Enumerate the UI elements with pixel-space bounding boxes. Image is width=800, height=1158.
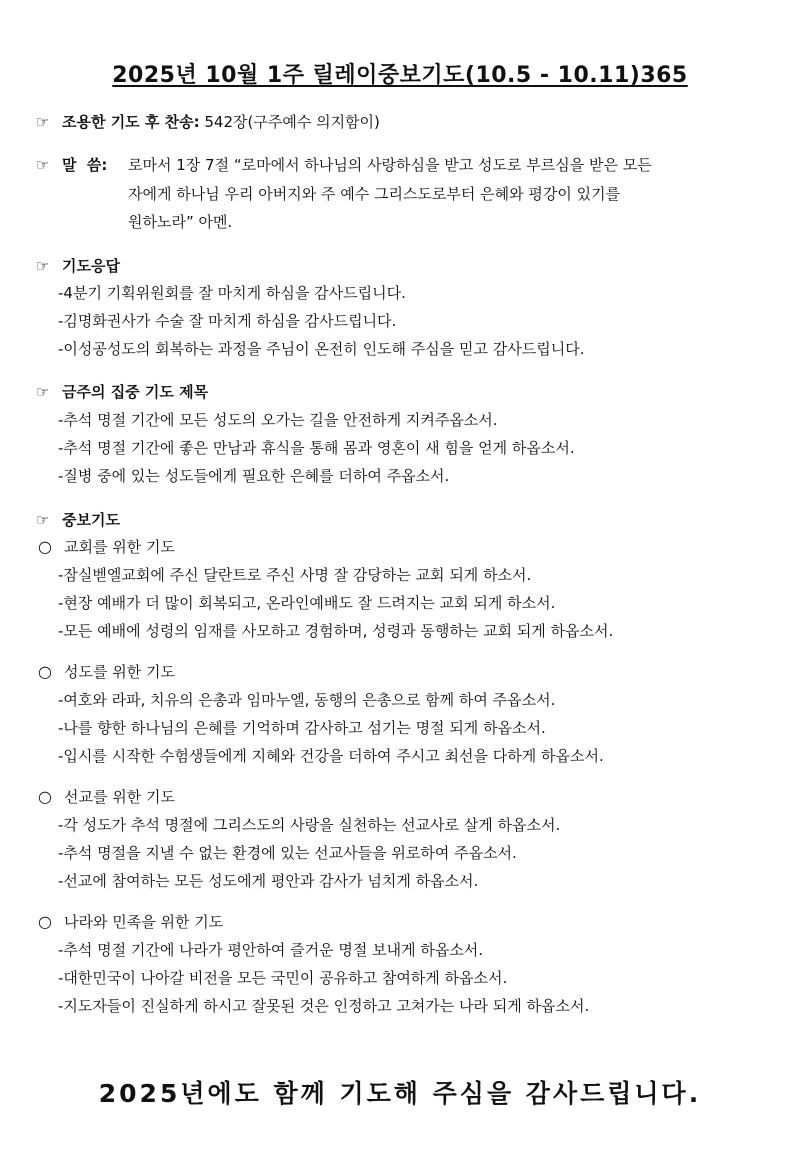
list-item: -추석 명절 기간에 좋은 만남과 휴식을 통해 몸과 영혼이 새 힘을 얻게 하옵소서. bbox=[58, 439, 575, 457]
word-line: 로마서 1장 7절 “로마에서 하나님의 사랑하심을 받고 성도로 부르심을 받은 모든 bbox=[128, 156, 652, 174]
group-title: 성도를 위한 기도 bbox=[64, 663, 175, 681]
hymn-value: 542장(구주예수 의지함이) bbox=[204, 113, 380, 131]
circle-bullet-icon: ○ bbox=[38, 912, 52, 931]
list-item: -선교에 참여하는 모든 성도에게 평안과 감사가 넘치게 하옵소서. bbox=[58, 872, 479, 890]
list-item: -이성공성도의 회복하는 과정을 주님이 온전히 인도해 주심을 믿고 감사드립니다. bbox=[58, 340, 585, 358]
circle-bullet-icon: ○ bbox=[38, 537, 52, 556]
list-item: -4분기 기획위원회를 잘 마치게 하심을 감사드립니다. bbox=[58, 284, 406, 302]
hymn-label: 조용한 기도 후 찬송: bbox=[62, 113, 200, 131]
word-line: 원하노라” 아멘. bbox=[128, 213, 233, 231]
list-item: -여호와 라파, 치유의 은총과 임마누엘, 동행의 은총으로 함께 하여 주옵소서. bbox=[58, 691, 556, 709]
list-item: -질병 중에 있는 성도들에게 필요한 은혜를 더하여 주옵소서. bbox=[58, 467, 450, 485]
group-title: 나라와 민족을 위한 기도 bbox=[64, 913, 224, 931]
pointing-hand-icon: ☞ bbox=[36, 113, 50, 131]
circle-bullet-icon: ○ bbox=[38, 662, 52, 681]
answers-heading: 기도응답 bbox=[62, 257, 120, 275]
list-item: -김명화권사가 수술 잘 마치게 하심을 감사드립니다. bbox=[58, 312, 397, 330]
list-item: -현장 예배가 더 많이 회복되고, 온라인예배도 잘 드려지는 교회 되게 하소서. bbox=[58, 594, 556, 612]
intercession-heading: 중보기도 bbox=[62, 511, 120, 529]
list-item: -각 성도가 추석 명절에 그리스도의 사랑을 실천하는 선교사로 살게 하옵소서. bbox=[58, 816, 561, 834]
group-title: 선교를 위한 기도 bbox=[64, 788, 175, 806]
word-label: 말 씀: bbox=[62, 156, 108, 174]
closing-message: 2025년에도 함께 기도해 주심을 감사드립니다. bbox=[98, 1079, 702, 1108]
word-line: 자에게 하나님 우리 아버지와 주 예수 그리스도로부터 은혜와 평강이 있기를 bbox=[128, 185, 621, 203]
pointing-hand-icon: ☞ bbox=[36, 156, 50, 174]
list-item: -모든 예배에 성령의 임재를 사모하고 경험하며, 성령과 동행하는 교회 되게 하옵소서. bbox=[58, 622, 614, 640]
group-title: 교회를 위한 기도 bbox=[64, 538, 175, 556]
pointing-hand-icon: ☞ bbox=[36, 511, 50, 529]
pointing-hand-icon: ☞ bbox=[36, 383, 50, 401]
circle-bullet-icon: ○ bbox=[38, 787, 52, 806]
page-title: 2025년 10월 1주 릴레이중보기도(10.5 - 10.11)365 bbox=[112, 63, 688, 88]
list-item: -대한민국이 나아갈 비전을 모든 국민이 공유하고 참여하게 하옵소서. bbox=[58, 969, 508, 987]
list-item: -지도자들이 진실하게 하시고 잘못된 것은 인정하고 고쳐가는 나라 되게 하옵소서. bbox=[58, 997, 590, 1015]
pointing-hand-icon: ☞ bbox=[36, 257, 50, 275]
list-item: -추석 명절을 지낼 수 없는 환경에 있는 선교사들을 위로하여 주옵소서. bbox=[58, 844, 517, 862]
list-item: -추석 명절 기간에 나라가 평안하여 즐거운 명절 보내게 하옵소서. bbox=[58, 941, 484, 959]
list-item: -나를 향한 하나님의 은혜를 기억하며 감사하고 섬기는 명절 되게 하옵소서. bbox=[58, 719, 546, 737]
list-item: -입시를 시작한 수험생들에게 지혜와 건강을 더하여 주시고 최선을 다하게 하옵소서. bbox=[58, 747, 604, 765]
list-item: -잠실벧엘교회에 주신 달란트로 주신 사명 잘 감당하는 교회 되게 하소서. bbox=[58, 566, 532, 584]
list-item: -추석 명절 기간에 모든 성도의 오가는 길을 안전하게 지켜주옵소서. bbox=[58, 411, 498, 429]
hymn-line bbox=[62, 112, 380, 132]
focus-heading: 금주의 집중 기도 제목 bbox=[62, 383, 209, 401]
